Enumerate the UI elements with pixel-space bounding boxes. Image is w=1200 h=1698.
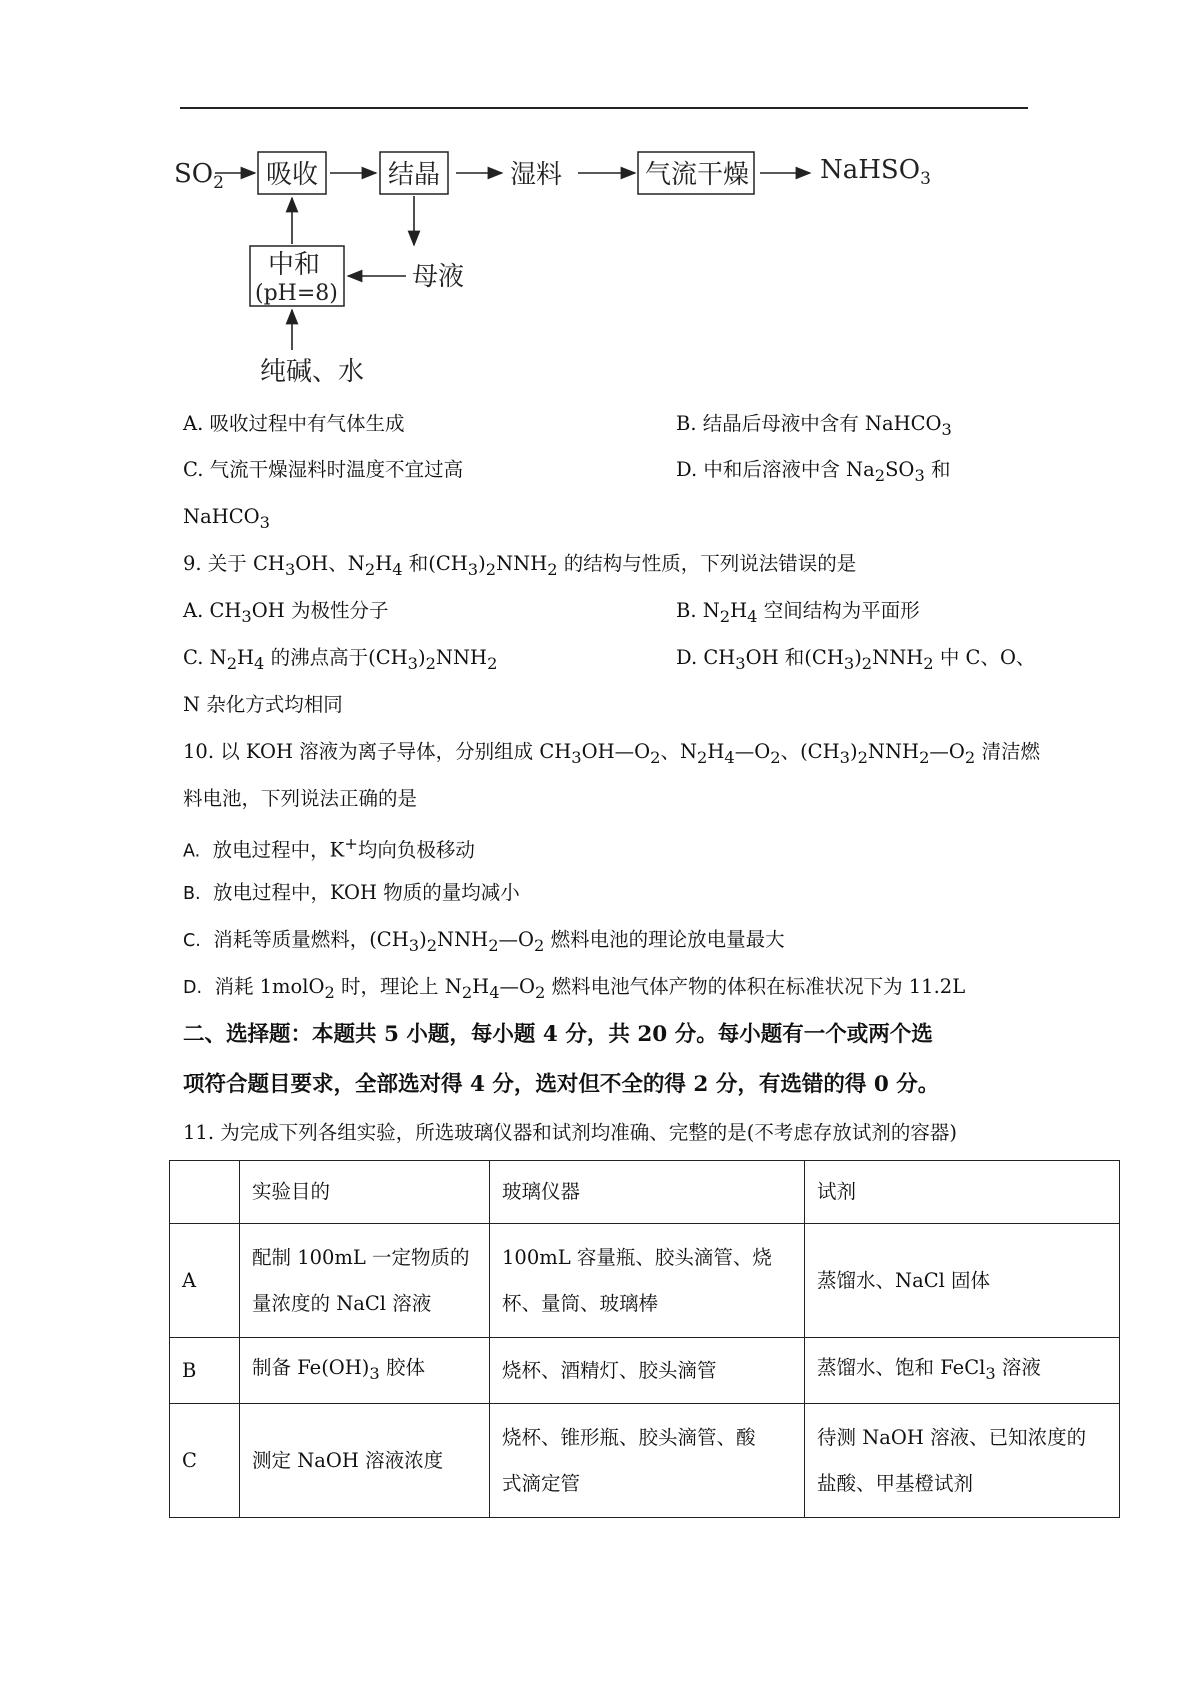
flow-crystal-label: 结晶	[388, 160, 441, 190]
experiment-table	[169, 1160, 1120, 1518]
table-cell: 测定 NaOH 溶液浓度	[240, 1404, 490, 1518]
q9-stem: 9. 关于 $CH_3OH$、$N_2H_4$ 和$(CH_3)_2NNH_2$ 的结构与性质，下列说法错误的是	[183, 552, 857, 579]
flow-absorb-label: 吸收	[266, 160, 319, 190]
q10-option-b: B. 放电过程中，KOH 物质的量均减小	[183, 881, 520, 904]
q8-option-a: A. 吸收过程中有气体生成	[183, 412, 405, 435]
q10-option-c: C. 消耗等质量燃料，$(CH_3)_2NNH_2—O_2$ 燃料电池的理论放电量最大	[183, 928, 785, 955]
table-header-row	[170, 1161, 1120, 1224]
table-cell: 制备 $Fe(OH)_3$ 胶体	[240, 1338, 490, 1404]
q8-option-b: B. 结晶后母液中含有 NaHCO$_3$	[676, 412, 952, 439]
table-cell: 烧杯、酒精灯、胶头滴管	[490, 1338, 805, 1404]
flow-ph-label: (pH=8)	[255, 281, 338, 306]
q8-option-d-cont: NaHCO$_3$	[183, 505, 270, 532]
table-cell: 待测 NaOH 溶液、已知浓度的 盐酸、甲基橙试剂	[805, 1404, 1120, 1518]
flow-neutralize-label: 中和	[268, 250, 321, 280]
table-header-cell: 试剂	[805, 1161, 1120, 1224]
table-header-cell	[170, 1161, 240, 1224]
flow-wet-label: 湿料	[510, 160, 563, 190]
table-cell: B	[170, 1338, 240, 1404]
table-header-cell: 实验目的	[240, 1161, 490, 1224]
q9-option-c: C. $N_2H_4$ 的沸点高于$(CH_3)_2NNH_2$	[183, 646, 498, 673]
table-header-cell: 玻璃仪器	[490, 1161, 805, 1224]
q9-option-d-cont: N 杂化方式均相同	[183, 693, 343, 716]
table-row	[170, 1224, 1120, 1338]
q10-stem-line2: 料电池，下列说法正确的是	[183, 787, 418, 810]
q8-option-d: D. 中和后溶液中含 $Na_2SO_3$ 和	[676, 458, 951, 485]
table-cell: 配制 100mL 一定物质的 量浓度的 NaCl 溶液	[240, 1224, 490, 1338]
q11-stem: 11. 为完成下列各组实验，所选玻璃仪器和试剂均准确、完整的是(不考虑存放试剂的容器)	[183, 1121, 957, 1144]
q10-option-d: D. 消耗 1molO$_2$ 时，理论上 $N_2H_4—O_2$ 燃料电池气体产物的体积在标准状况下为 11.2L	[183, 975, 966, 1002]
q10-option-a: A. 放电过程中，K+均向负极移动	[183, 834, 475, 862]
q8-option-c: C. 气流干燥湿料时温度不宜过高	[183, 458, 464, 481]
table-cell: 烧杯、锥形瓶、胶头滴管、酸 式滴定管	[490, 1404, 805, 1518]
flow-dry-label: 气流干燥	[645, 160, 750, 190]
process-flowchart	[174, 140, 940, 390]
section2-heading-line2: 项符合题目要求，全部选对得 4 分，选对但不全的得 2 分，有选错的得 0 分。	[183, 1072, 940, 1097]
q10-stem-line1: 10. 以 KOH 溶液为离子导体，分别组成 $CH_3OH—O_2$、$N_2H_4—O_2$、$(CH_3)_2NNH_2—O_2$ 清洁燃	[183, 740, 1040, 767]
flow-soda-label: 纯碱、水	[260, 357, 365, 387]
q9-option-b: B. $N_2H_4$ 空间结构为平面形	[676, 599, 920, 626]
table-cell: A	[170, 1224, 240, 1338]
section2-heading-line1: 二、选择题：本题共 5 小题，每小题 4 分，共 20 分。每小题有一个或两个选	[183, 1022, 933, 1047]
table-row	[170, 1338, 1120, 1404]
flow-product-label: NaHSO$_3$	[820, 155, 931, 189]
table-cell: C	[170, 1404, 240, 1518]
table-row	[170, 1404, 1120, 1518]
table-cell: 蒸馏水、饱和 FeCl$_3$ 溶液	[805, 1338, 1120, 1404]
q9-option-a: A. $CH_3OH$ 为极性分子	[183, 599, 389, 626]
table-cell: 蒸馏水、NaCl 固体	[805, 1224, 1120, 1338]
q9-option-d: D. $CH_3OH$ 和$(CH_3)_2NNH_2$ 中 C、O、	[676, 646, 1036, 673]
table-cell: 100mL 容量瓶、胶头滴管、烧 杯、量筒、玻璃棒	[490, 1224, 805, 1338]
header-rule	[180, 107, 1028, 109]
flow-mother-label: 母液	[412, 262, 465, 292]
flow-so2-label: $SO_2$	[174, 159, 224, 193]
